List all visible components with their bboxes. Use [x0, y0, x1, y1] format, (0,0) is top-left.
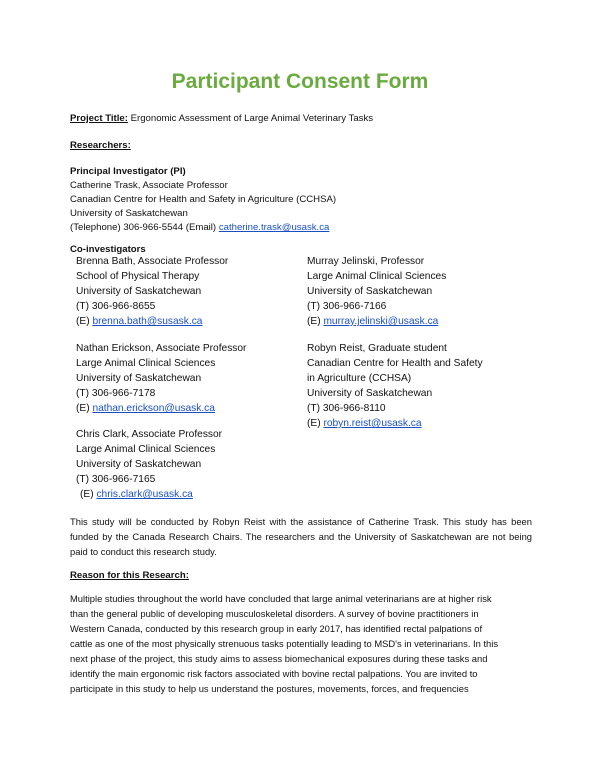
conduct-paragraph [70, 514, 532, 559]
page-title: Participant Consent Form [171, 70, 429, 93]
pi-phone: (Telephone) 306-966-5544 [70, 222, 184, 233]
coinvestigator-phone: (T) 306-966-7165 [76, 474, 156, 485]
coinvestigator-email-row [76, 487, 222, 502]
project-title-label: Project Title: [70, 113, 128, 124]
coinvestigator-dept: Large Animal Clinical Sciences [76, 358, 216, 369]
coinvestigator-email-row [307, 416, 483, 431]
reason-paragraph [70, 591, 532, 696]
paragraph-line: than the general public of developing musculoskeletal disorders. A survey of bovine practitioners in [70, 608, 479, 619]
paragraph-line: Multiple studies throughout the world have concluded that large animal veterinarians are at higher risk [70, 593, 492, 604]
coinvestigator-email-link[interactable]: chris.clark@usask.ca [96, 489, 193, 500]
paragraph-line: funded by the Canada Research Chairs. The researchers and the University of Saskatchewan are not being [70, 531, 532, 542]
coinvestigator-dept: Large Animal Clinical Sciences [307, 271, 447, 282]
coinvestigator-phone: (T) 306-966-8110 [307, 403, 386, 414]
email-label: (E) [307, 418, 321, 429]
pi-centre: Canadian Centre for Health and Safety in Agriculture (CCHSA) [70, 194, 337, 205]
email-label: (E) [307, 316, 321, 327]
coinvestigator-email-link[interactable]: nathan.erickson@usask.ca [92, 403, 215, 414]
coinvestigator-email-row [76, 401, 246, 416]
coinvestigator-email-row [307, 314, 446, 329]
paragraph-line: participate in this study to help us understand the postures, movements, forces, and frequencies [70, 683, 469, 694]
coinvestigator-phone: (T) 306-966-7166 [307, 301, 387, 312]
coinvestigator-card [307, 341, 483, 431]
email-label: (E) [76, 403, 90, 414]
pi-contact [70, 220, 329, 235]
coinvestigator-email-link[interactable]: brenna.bath@susask.ca [92, 316, 203, 327]
paragraph-line: Western Canada, conducted by this research group in early 2017, has identified rectal palpations of [70, 623, 483, 634]
paragraph-line: paid to conduct this research study. [70, 546, 217, 557]
pi-heading: Principal Investigator (PI) [70, 166, 186, 177]
coinvestigator-phone: (T) 306-966-7178 [76, 388, 156, 399]
paragraph-line: identify the main ergonomic risk factors associated with bovine rectal palpations. You are invited to [70, 668, 478, 679]
coinvestigator-card [76, 254, 228, 329]
coinvestigator-name: Nathan Erickson, Associate Professor [76, 343, 247, 354]
email-label: (E) [76, 316, 90, 327]
coinvestigator-university: University of Saskatchewan [307, 286, 433, 297]
coinvestigator-email-link[interactable]: robyn.reist@usask.ca [323, 418, 422, 429]
coinvestigator-university: University of Saskatchewan [76, 373, 202, 384]
pi-name: Catherine Trask, Associate Professor [70, 180, 228, 191]
coinvestigator-university: University of Saskatchewan [76, 459, 202, 470]
coinvestigator-dept: School of Physical Therapy [76, 271, 200, 282]
coinvestigators-heading: Co-investigators [70, 244, 146, 255]
coinvestigator-card [76, 341, 246, 416]
project-title-line [70, 111, 373, 126]
researchers-heading: Researchers: [70, 140, 131, 151]
coinvestigator-dept: Canadian Centre for Health and Safety [307, 358, 483, 369]
coinvestigator-email-row [76, 314, 228, 329]
pi-university: University of Saskatchewan [70, 208, 188, 219]
coinvestigator-email-link[interactable]: murray.jelinski@usask.ca [323, 316, 439, 327]
coinvestigator-university: University of Saskatchewan [307, 388, 433, 399]
reason-heading: Reason for this Research: [70, 570, 189, 581]
coinvestigator-name: Murray Jelinski, Professor [307, 256, 425, 267]
paragraph-line: cattle as one of the most physically strenuous tasks potentially leading to MSD's in veterinarians. In this [70, 638, 499, 649]
coinvestigator-name: Robyn Reist, Graduate student [307, 343, 447, 354]
coinvestigator-phone: (T) 306-966-8655 [76, 301, 156, 312]
coinvestigator-name: Brenna Bath, Associate Professor [76, 256, 229, 267]
coinvestigator-dept: in Agriculture (CCHSA) [307, 373, 412, 384]
pi-email-label: (Email) [185, 222, 217, 233]
coinvestigator-name: Chris Clark, Associate Professor [76, 429, 223, 440]
email-label: (E) [80, 489, 94, 500]
coinvestigator-card [76, 427, 222, 502]
pi-email-link[interactable]: catherine.trask@usask.ca [218, 222, 330, 233]
coinvestigator-dept: Large Animal Clinical Sciences [76, 444, 216, 455]
coinvestigator-university: University of Saskatchewan [76, 286, 202, 297]
paragraph-line: next phase of the project, this study aims to assess biomechanical exposures during these tasks and [70, 653, 488, 664]
paragraph-line: This study will be conducted by Robyn Reist with the assistance of Catherine Trask. This study has been [70, 516, 532, 527]
coinvestigator-card [307, 254, 446, 329]
project-title-value: Ergonomic Assessment of Large Animal Veterinary Tasks [130, 113, 374, 124]
